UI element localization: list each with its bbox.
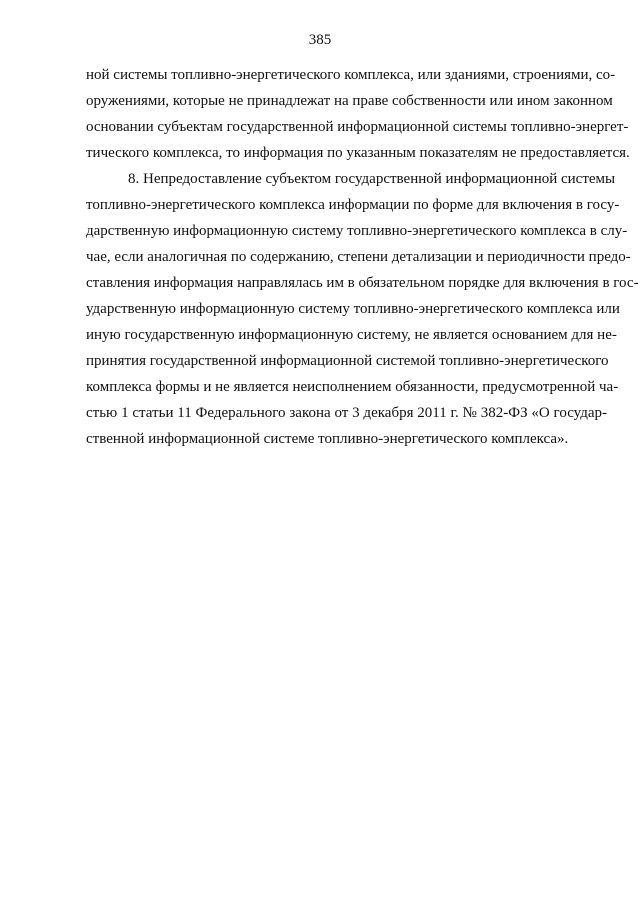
text-line: комплекса формы и не является неисполнением обязанности, предусмотренной ча- (86, 379, 619, 395)
text-line: тического комплекса, то информация по указанным показателям не предоставляется. (86, 145, 630, 161)
text-line: чае, если аналогичная по содержанию, степени детализации и периодичности предо- (86, 249, 631, 265)
text-line: ставления информация направлялась им в обязательном порядке для включения в гос- (86, 275, 639, 291)
page-number: 385 (308, 32, 332, 48)
text-line: ственной информационной системе топливно-энергетического комплекса». (86, 431, 569, 447)
text-line: оружениями, которые не принадлежат на праве собственности или ином законном (86, 93, 613, 109)
text-line: ной системы топливно-энергетического комплекса, или зданиями, строениями, со- (86, 67, 616, 83)
text-line: 8. Непредоставление субъектом государственной информационной системы (128, 171, 616, 187)
text-line: топливно-энергетического комплекса информации по форме для включения в госу- (86, 197, 620, 213)
paragraph-item-8 (86, 166, 639, 452)
text-line: стью 1 статьи 11 Федерального закона от 3 декабря 2011 г. № 382-ФЗ «О государ- (86, 405, 607, 421)
text-line: основании субъектам государственной информационной системы топливно-энергет- (86, 119, 629, 135)
text-line: принятия государственной информационной системой топливно-энергетического (86, 353, 609, 369)
text-line: ударственную информационную систему топливно-энергетического комплекса или (86, 301, 620, 317)
text-line: дарственную информационную систему топливно-энергетического комплекса в слу- (86, 223, 628, 239)
paragraph-continuation (86, 62, 630, 166)
text-line: иную государственную информационную систему, не является основанием для не- (86, 327, 617, 343)
